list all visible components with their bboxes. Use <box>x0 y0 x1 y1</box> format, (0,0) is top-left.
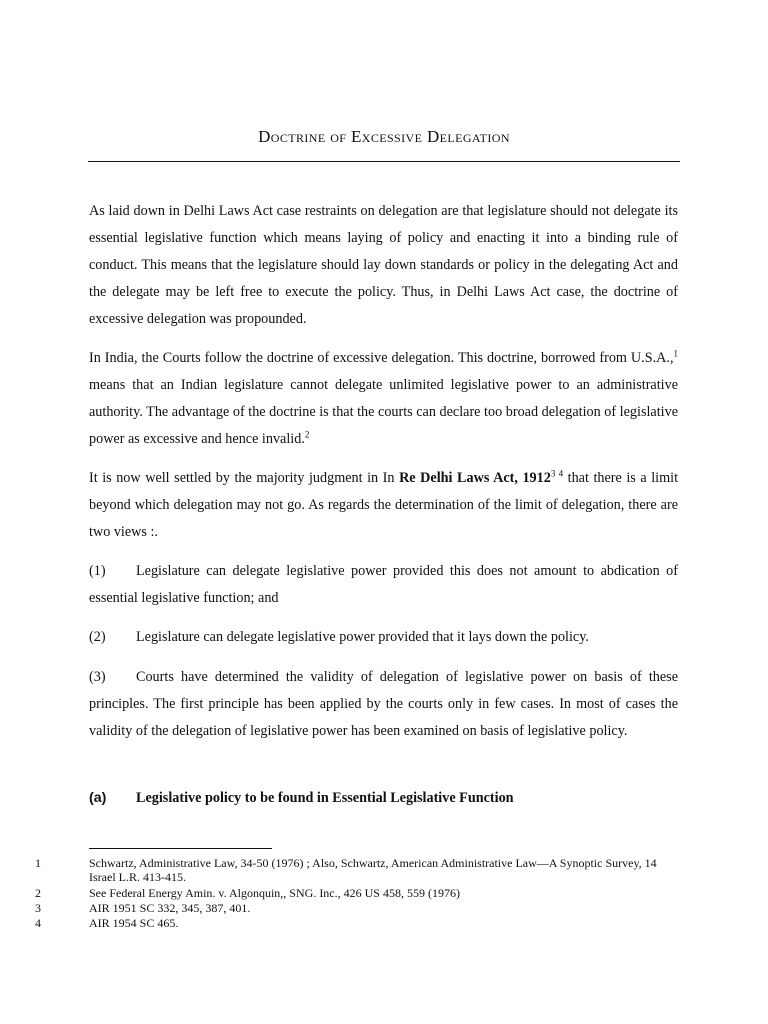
list-item-text: Legislature can delegate legislative power provided this does not amount to abdication of essential legislative function; and <box>89 563 678 606</box>
paragraph-majority-judgment <box>89 465 678 546</box>
footnote-ref-2[interactable]: 2 <box>304 429 310 440</box>
paragraph-text: that there is a limit beyond which delegation may not go. As regards the determination of the limit of delegation, there are two views :. <box>89 470 679 540</box>
case-name: Re Delhi Laws Act, 1912 <box>399 470 551 486</box>
footnote-number: 1 <box>35 856 41 870</box>
subheading-text: Legislative policy to be found in Essential Legislative Function <box>136 790 514 806</box>
footnote <box>0 856 768 884</box>
footnote-text: AIR 1954 SC 465. <box>89 916 179 930</box>
list-item-number: (2) <box>89 629 106 645</box>
paragraph-text: means that an Indian legislature cannot delegate unlimited legislative power to an administrative authority. The advantage of the doctrine is that the courts can declare too broad delegation of legislative power as excessive and hence invalid. <box>89 377 678 447</box>
footnote-text: AIR 1951 SC 332, 345, 387, 401. <box>89 901 251 915</box>
list-item-text: Legislature can delegate legislative power provided that it lays down the policy. <box>136 629 589 645</box>
footnote <box>0 886 768 900</box>
footnote-number: 2 <box>35 886 41 900</box>
list-item-number: (1) <box>89 563 106 579</box>
paragraph-text: In India, the Courts follow the doctrine of excessive delegation. This doctrine, borrowed from U.S.A., <box>89 350 674 366</box>
footnote-number: 3 <box>35 901 41 915</box>
page-title: Doctrine of Excessive Delegation <box>258 127 510 146</box>
list-item <box>89 624 678 651</box>
footnote-text: See Federal Energy Amin. v. Algonquin,, SNG. Inc., 426 US 458, 559 (1976) <box>89 886 460 900</box>
footnote-separator <box>89 848 272 849</box>
footnote <box>0 901 768 915</box>
footnote-ref-1[interactable]: 1 <box>673 348 678 359</box>
paragraph-courts-doctrine <box>89 345 678 453</box>
footnote-text: Schwartz, Administrative Law, 34-50 (1976) ; Also, Schwartz, American Administrative Law—A Synoptic Survey, 14 Israel L.R. 413-415. <box>89 856 657 884</box>
footnote-number: 4 <box>35 916 41 930</box>
subheading <box>89 786 514 810</box>
list-item <box>89 558 678 612</box>
title-underline <box>88 161 680 162</box>
footnote <box>0 916 768 930</box>
footnote-ref-3-4[interactable]: 3 4 <box>550 468 564 479</box>
list-item <box>89 664 678 745</box>
paragraph-text: It is now well settled by the majority judgment in In <box>89 470 400 486</box>
list-item-number: (3) <box>89 669 106 685</box>
paragraph-delhi-laws-act: As laid down in Delhi Laws Act case restraints on delegation are that legislature should not delegate its essential legislative function which means laying of policy and enacting it into a binding rule of conduct. This means that the legislature should lay down standards or policy in the delegating Act and the delegate may be left free to execute the policy. Thus, in Delhi Laws Act case, the doctrine of excessive delegation was propounded. <box>89 203 678 327</box>
subheading-marker: (a) <box>89 790 107 806</box>
list-item-text: Courts have determined the validity of delegation of legislative power on basis of these principles. The first principle has been applied by the courts only in few cases. In most of cases the validity of the delegation of legislative power has been examined on basis of legislative policy. <box>89 669 678 739</box>
